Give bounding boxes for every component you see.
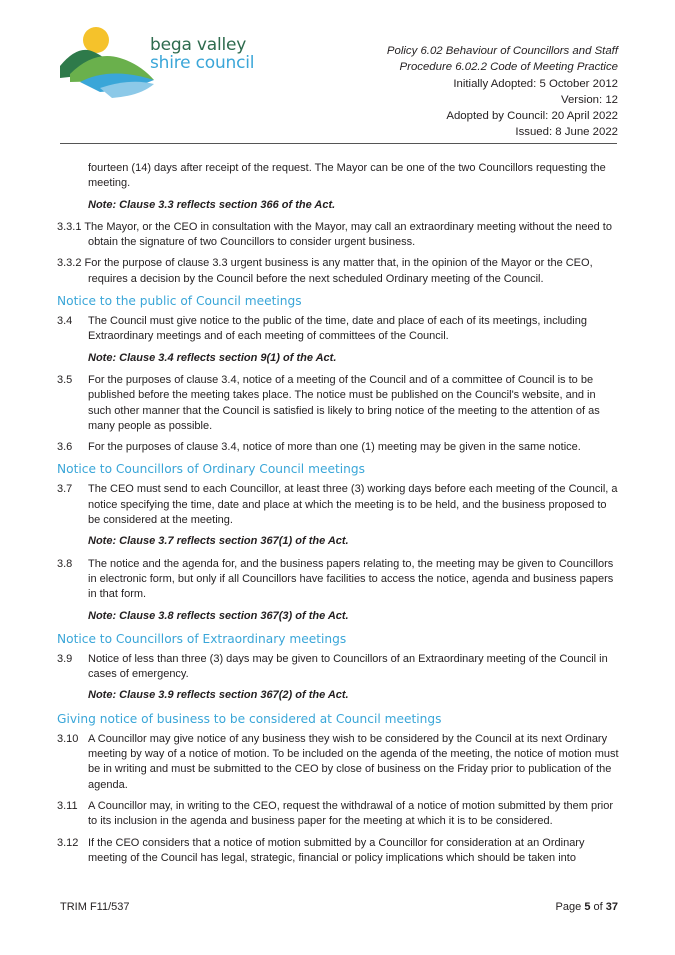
clause-3-3-1: 3.3.1 The Mayor, or the CEO in consultation with the Mayor, may call an extraordinary meeting without the need to obtain the signature of two Councillors to consider urgent business.: [57, 220, 612, 249]
logo-line-2: shire council: [150, 53, 255, 73]
clause-3-11: 3.11 A Councillor may, in writing to the CEO, request the withdrawal of a notice of motion submitted by them prior to its inclusion in the agenda and business paper for the meeting at which it is to be considered.: [57, 799, 613, 828]
clause-number: 3.5: [57, 373, 73, 386]
header-initially-adopted: Initially Adopted: 5 October 2012: [453, 77, 618, 90]
document-header: [387, 43, 618, 141]
clause-number: 3.4: [57, 315, 73, 328]
heading-ordinary-meetings: Notice to Councillors of Ordinary Council meetings: [57, 462, 365, 477]
clause-3-8: 3.8 The notice and the agenda for, and the business papers relating to, the meeting may be given to Councillors in electronic form, but only if all Councillors have facilities to access the notice, agenda and business papers in that form.: [57, 557, 614, 601]
clause-3-12: 3.12 If the CEO considers that a notice of motion submitted by a Councillor for consideration at an Ordinary meeting of the Council has legal, strategic, financial or policy implications which should be taken into: [57, 836, 585, 864]
heading-extraordinary-meetings: Notice to Councillors of Extraordinary meetings: [57, 631, 347, 646]
header-issued: Issued: 8 June 2022: [515, 126, 618, 139]
clause-number: 3.12: [57, 836, 79, 849]
clause-3-9: 3.9 Notice of less than three (3) days may be given to Councillors of an Extraordinary meeting of the Council in cases of emergency.: [57, 652, 608, 681]
clause-number: 3.11: [57, 799, 78, 812]
clause-number: 3.10: [57, 732, 79, 745]
logo-line-1: bega valley: [150, 35, 247, 55]
trim-reference: TRIM F11/537: [60, 901, 130, 913]
note-3-9: Note: Clause 3.9 reflects section 367(2) of the Act.: [88, 689, 349, 702]
clause-3-10: 3.10 A Councillor may give notice of any business they wish to be considered by the Council at its next Ordinary meeting by way of a notice of motion. To be included on the agenda of the meeting, the notice of motion must be in writing and must be submitted to the CEO by close of business on the Friday prior to publication of the agenda.: [57, 732, 619, 791]
clause-number: 3.7: [57, 483, 73, 496]
heading-notice-of-business: Giving notice of business to be considered at Council meetings: [57, 711, 442, 726]
clause-number: 3.9: [57, 652, 73, 665]
header-version: Version: 12: [561, 93, 618, 106]
clause-number: 3.8: [57, 557, 73, 570]
header-policy: Policy 6.02 Behaviour of Councillors and Staff: [386, 45, 618, 57]
document-body: [57, 161, 620, 872]
continued-paragraph: fourteen (14) days after receipt of the request. The Mayor can be one of the two Councillors requesting the meeting.: [88, 162, 606, 190]
clause-number: 3.6: [57, 441, 73, 454]
clause-3-4: 3.4 The Council must give notice to the public of the time, date and place of each of its meetings, including Extraordinary meetings and of each meeting of committees of the Council.: [57, 315, 587, 343]
note-3-8: Note: Clause 3.8 reflects section 367(3) of the Act.: [88, 609, 349, 622]
page-number: Page 5 of 37: [555, 901, 618, 913]
council-logo: [60, 22, 290, 100]
note-3-4: Note: Clause 3.4 reflects section 9(1) of the Act.: [88, 351, 337, 364]
header-adopted: Adopted by Council: 20 April 2022: [446, 110, 618, 123]
header-procedure: Procedure 6.02.2 Code of Meeting Practice: [399, 61, 618, 74]
heading-public-notice: Notice to the public of Council meetings: [57, 294, 302, 309]
note-3-7: Note: Clause 3.7 reflects section 367(1) of the Act.: [88, 535, 349, 548]
header-divider: [60, 143, 617, 144]
logo-hills-icon: [60, 22, 155, 100]
logo-wordmark: [150, 36, 254, 72]
clause-3-3-2: 3.3.2 For the purpose of clause 3.3 urgent business is any matter that, in the opinion of the Mayor or the CEO, requires a decision by the Council before the next scheduled Ordinary meeting of the Council.: [57, 257, 593, 285]
clause-3-7: 3.7 The CEO must send to each Councillor, at least three (3) working days before each meeting of the Council, a notice specifying the time, date and place at which the meeting is to be held, and the business proposed to be considered at the meeting.: [57, 483, 618, 527]
clause-3-5: 3.5 For the purposes of clause 3.4, notice of a meeting of the Council and of a committee of Council is to be published before the meeting takes place. The notice must be published on the Council's website, and in such other manner that the Council is satisfied is likely to bring notice of the meeting to the attention of as many people as possible.: [57, 373, 600, 432]
clause-3-6: 3.6 For the purposes of clause 3.4, notice of more than one (1) meeting may be given in the same notice.: [57, 440, 620, 455]
note-3-3: Note: Clause 3.3 reflects section 366 of the Act.: [88, 198, 336, 211]
